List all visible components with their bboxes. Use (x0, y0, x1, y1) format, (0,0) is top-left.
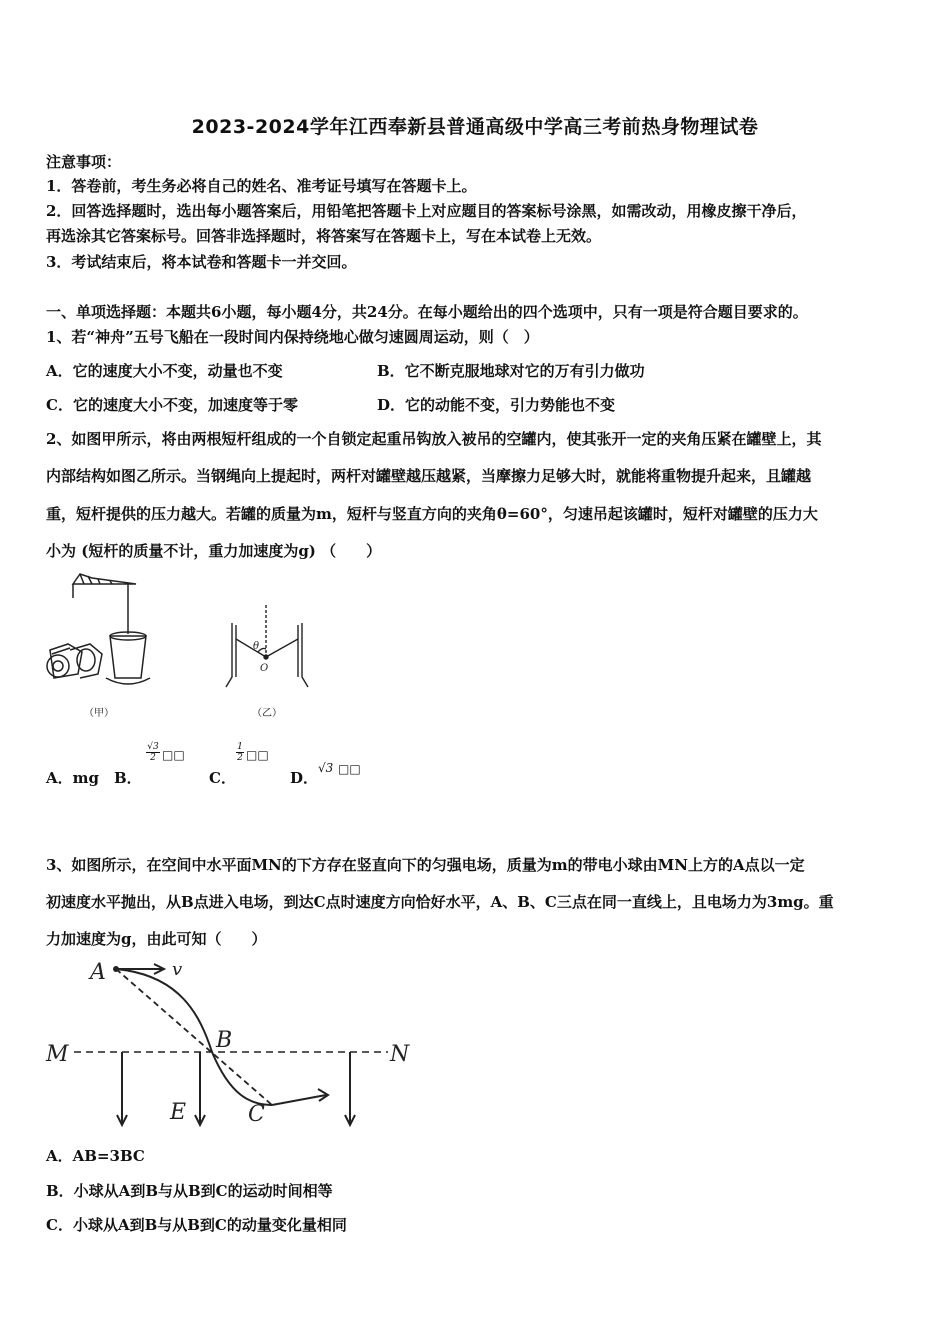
q2-d-root: √3 (318, 761, 334, 775)
q1-option-c: C．它的速度大小不变，加速度等于零 (46, 396, 298, 414)
q2-c-denominator: 2 (237, 753, 243, 763)
fig-label-n: N (390, 1042, 410, 1067)
q2-line-1: 2、如图甲所示，将由两根短杆组成的一个自锁定起重吊钩放入被吊的空罐内，使其张开一定的夹角压紧在罐壁上，其 (46, 430, 822, 448)
figure-crane-jia (40, 570, 160, 695)
q2-line-4: 小为 (短杆的质量不计，重力加速度为g) （ ） (46, 542, 382, 560)
q1-option-a: A．它的速度大小不变，动量也不变 (46, 362, 283, 380)
q3-line-2: 初速度水平抛出，从B点进入电场，到达C点时速度方向恰好水平，A、B、C三点在同一直线上，且电场力为3mg。重 (46, 893, 834, 911)
fig-label-m: M (46, 1042, 69, 1067)
figure-projectile-field (40, 955, 420, 1135)
notice-heading: 注意事项： (46, 153, 122, 171)
q1-stem: 1、若“神舟”五号飞船在一段时间内保持绕地心做匀速圆周运动，则（ ） (46, 328, 539, 346)
q3-option-a: A．AB=3BC (46, 1147, 145, 1165)
q2-b-numerator: √3 (147, 742, 159, 752)
q2-line-3: 重，短杆提供的压力越大。若罐的质量为m，短杆与竖直方向的夹角θ=60°，匀速吊起该罐时，短杆对罐壁的压力大 (46, 505, 818, 523)
section-heading: 一、单项选择题：本题共6小题，每小题4分，共24分。在每小题给出的四个选项中，只有一项是符合题目要求的。 (46, 303, 808, 321)
q2-option-c-fraction (236, 742, 244, 763)
q2-option-b-fraction (146, 742, 160, 763)
q3-line-3: 力加速度为g，由此可知（ ） (46, 930, 267, 948)
q2-b-denominator: 2 (150, 753, 156, 763)
q3-option-b: B．小球从A到B与从B到C的运动时间相等 (46, 1182, 333, 1200)
q2-option-c: C． (209, 769, 236, 787)
q2-line-2: 内部结构如图乙所示。当钢绳向上提起时，两杆对罐壁越压越紧，当摩擦力足够大时，就能将重物提升起来，且罐越 (46, 467, 812, 485)
fig-yi-o-label: O (260, 663, 269, 674)
q2-c-missing-glyphs: □□ (246, 748, 269, 762)
point-a-dot (113, 966, 119, 972)
q2-d-missing-glyphs: □□ (338, 762, 361, 776)
notice-item-3: 3．考试结束后，将本试卷和答题卡一并交回。 (46, 253, 357, 271)
figure-jia-caption: （甲） (84, 708, 114, 719)
fig-label-b: B (216, 1028, 233, 1053)
fig-label-c: C (248, 1102, 265, 1127)
notice-item-2-cont: 再选涂其它答案标号。回答非选择题时，将答案写在答题卡上，写在本试卷上无效。 (46, 227, 602, 245)
q1-option-b: B．它不断克服地球对它的万有引力做功 (377, 362, 645, 380)
fig-label-e: E (170, 1100, 187, 1125)
q1-option-d: D．它的动能不变，引力势能也不变 (377, 396, 616, 414)
q2-option-a: A．mg (46, 769, 99, 787)
figure-yi-caption: （乙） (252, 708, 282, 719)
q3-option-c: C．小球从A到B与从B到C的动量变化量相同 (46, 1216, 347, 1234)
q2-c-numerator: 1 (237, 742, 243, 752)
q2-option-b: B． (114, 769, 142, 787)
notice-item-2: 2．回答选择题时，选出每小题答案后，用铅笔把答题卡上对应题目的答案标号涂黑，如需改动，用橡皮擦干净后， (46, 202, 807, 220)
q3-line-1: 3、如图所示，在空间中水平面MN的下方存在竖直向下的匀强电场，质量为m的带电小球由MN上方的A点以一定 (46, 856, 805, 874)
q2-b-missing-glyphs: □□ (162, 748, 185, 762)
figure-hook-yi (220, 605, 310, 690)
fig-yi-theta: θ (253, 641, 260, 652)
fig-label-a: A (90, 960, 106, 985)
exam-title: 2023-2024学年江西奉新县普通高级中学高三考前热身物理试卷 (191, 116, 759, 138)
fig-label-v: v (172, 959, 183, 980)
q2-option-d: D． (290, 769, 319, 787)
notice-item-1: 1．答卷前，考生务必将自己的姓名、准考证号填写在答题卡上。 (46, 177, 477, 195)
